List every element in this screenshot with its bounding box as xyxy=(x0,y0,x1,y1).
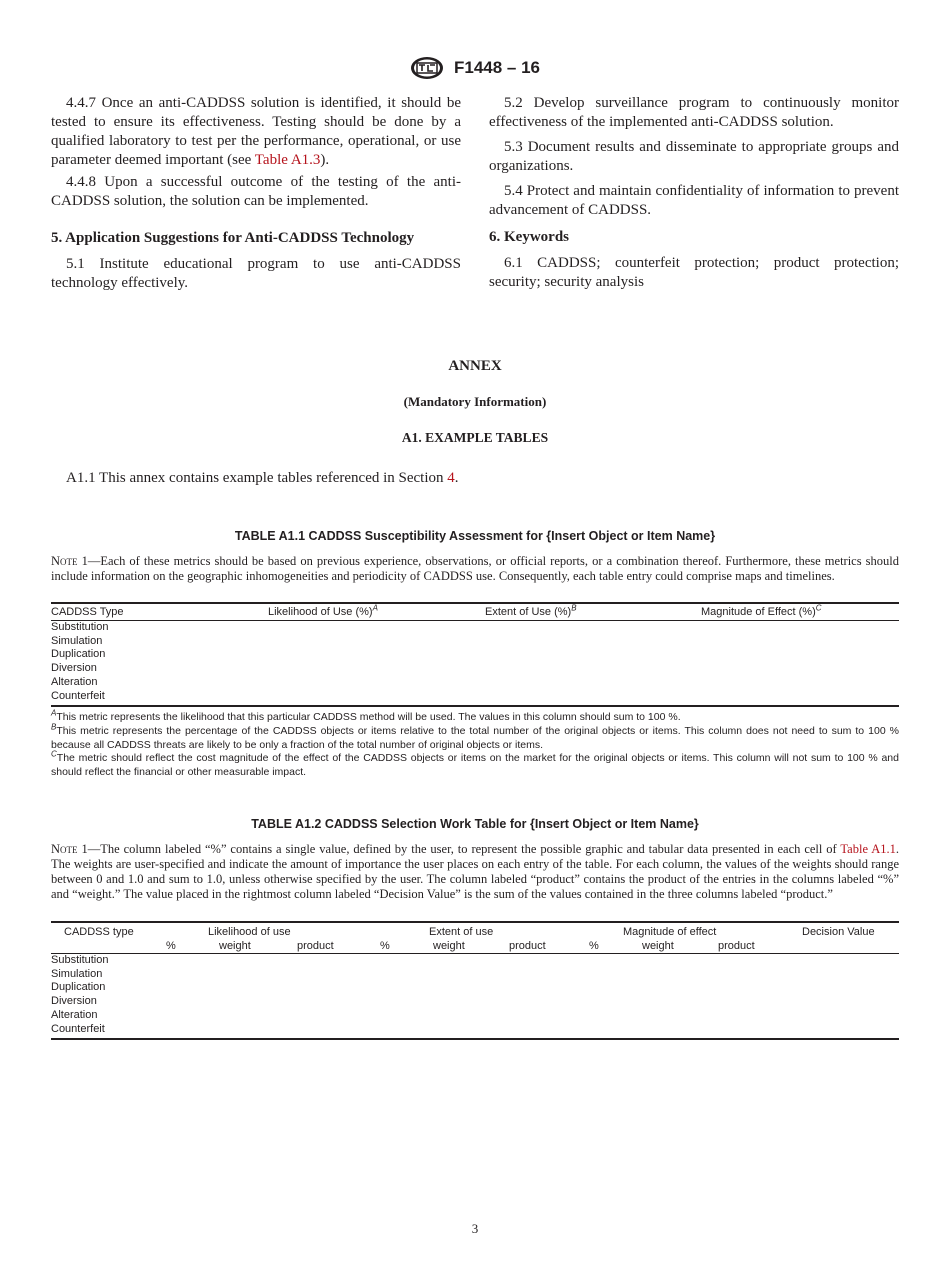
paragraph-a1-1: A1.1 This annex contains example tables referenced in Section 4. xyxy=(66,470,459,486)
table-a1-3-link[interactable]: Table A1.3 xyxy=(254,152,321,168)
table-a1-2-subheader-weight: weight xyxy=(433,940,465,952)
table-a1-1-row: Diversion xyxy=(51,662,97,674)
paragraph-6-1: 6.1 CADDSS; counterfeit protection; product protection; security; security analysis xyxy=(489,255,899,290)
table-a1-2-subheader-product: product xyxy=(297,940,334,952)
table-a1-1-header-magnitude: Magnitude of Effect (%)$^C$ xyxy=(701,603,822,618)
table-a1-2-header-caddss-type: CADDSS type xyxy=(64,926,134,938)
page-header xyxy=(0,56,950,82)
table-a1-2-row: Substitution xyxy=(51,954,109,966)
annex-section-heading: A1. EXAMPLE TABLES xyxy=(401,430,549,445)
table-a1-2-row: Counterfeit xyxy=(51,1023,105,1035)
table-a1-1-header-extent: Extent of Use (%)$^B$ xyxy=(485,603,577,618)
table-a1-2-header-magnitude: Magnitude of effect xyxy=(623,926,717,938)
annex-subtitle: (Mandatory Information) xyxy=(403,394,547,409)
table-a1-2-subheader-weight: weight xyxy=(642,940,674,952)
paragraph-5-1: 5.1 Institute educational program to use anti-CADDSS technology effectively. xyxy=(51,256,461,291)
paragraph-4-4-7: 4.4.7 Once an anti-CADDSS solution is identified, it should be tested to ensure its effectiveness. Testing should be done by a qualified laboratory to test per the performance, operational, or use parameter deemed important (see Table A1.3). xyxy=(51,95,461,168)
page-number: 3 xyxy=(471,1221,479,1236)
section-6-heading: 6. Keywords xyxy=(489,229,569,245)
left-column xyxy=(51,94,461,293)
table-a1-2-header-rule xyxy=(51,953,899,954)
table-a1-2-header-likelihood: Likelihood of use xyxy=(208,926,291,938)
document-designation: F1448 – 16 xyxy=(454,58,541,77)
table-a1-2-subheader-percent: % xyxy=(166,940,176,952)
table-a1-2-row: Diversion xyxy=(51,995,97,1007)
table-a1-2-subheader-percent: % xyxy=(589,940,599,952)
table-a1-2-header-extent: Extent of use xyxy=(429,926,494,938)
table-a1-1-link[interactable]: Table A1.1 xyxy=(840,842,896,856)
table-a1-2-subheader-product: product xyxy=(718,940,755,952)
paragraph-4-4-8: 4.4.8 Upon a successful outcome of the testing of the anti-CADDSS solution, the solution can be implemented. xyxy=(51,174,461,209)
table-a1-2-subheader-product: product xyxy=(509,940,546,952)
table-a1-1-top-rule xyxy=(51,602,899,604)
table-a1-1-footnote-a: $^A$This metric represents the likelihood that this particular CADDSS method will be used. The values in this column should sum to 100 %. xyxy=(51,708,681,723)
table-a1-2-bottom-rule xyxy=(51,1038,899,1040)
table-a1-1-row: Counterfeit xyxy=(51,690,105,702)
astm-logo xyxy=(410,56,444,80)
table-a1-1-header-likelihood: Likelihood of Use (%)$^A$ xyxy=(268,603,378,618)
table-a1-2-title: TABLE A1.2 CADDSS Selection Work Table for {Insert Object or Item Name} xyxy=(251,817,699,831)
paragraph-5-4: 5.4 Protect and maintain confidentiality of information to prevent advancement of CADDSS. xyxy=(489,183,899,218)
table-a1-1-row: Simulation xyxy=(51,635,103,647)
annex-title: ANNEX xyxy=(448,358,502,374)
table-a1-2-subheader-percent: % xyxy=(380,940,390,952)
table-a1-2-row: Alteration xyxy=(51,1009,98,1021)
table-a1-1-header-rule xyxy=(51,620,899,621)
table-a1-1-title: TABLE A1.1 CADDSS Susceptibility Assessment for {Insert Object or Item Name} xyxy=(234,529,716,543)
section-4-link[interactable]: 4 xyxy=(447,470,455,486)
paragraph-5-3: 5.3 Document results and disseminate to appropriate groups and organizations. xyxy=(489,139,899,174)
table-a1-1-note: Note 1—Each of these metrics should be based on previous experience, observations, or official reports, or a combination thereof. Furthermore, these metrics should include information on the geographic inhomogeneities and periodicity of CADDSS use. Consequently, each table entry could comprise maps and timelines. xyxy=(51,554,899,583)
table-a1-1-footnote-c: $^C$The metric should reflect the cost magnitude of the effect of the CADDSS objects or items on the market for the original objects or items. This column will not sum to 100 % and should reflect the financial or other measurable impact. xyxy=(51,749,899,778)
table-a1-1-row: Substitution xyxy=(51,621,109,633)
table-a1-1-footnote-b: $^B$This metric represents the percentage of the CADDSS objects or items relative to the total number of the original objects or items. This column does not need to sum to 100 % because all CADDSS threats are likely to be only a fraction of the total number of original objects or items. xyxy=(51,722,899,751)
table-a1-2-note: Note 1—The column labeled “%” contains a single value, defined by the user, to represent the possible graphic and tabular data presented in each cell of Table A1.1. The weights are user-specified and indicate the amount of importance the user places on each entry of the table. For each column, the values of the weights should range between 0 and 1.0 and sum to 1.0, unless otherwise specified by the user. The column labeled “product” contains the product of the entries in the columns labeled “%” and “weight.” The value placed in the rightmost column labeled “Decision Value” is the sum of the values contained in the three columns labeled “product.” xyxy=(51,842,900,901)
table-a1-1-row: Alteration xyxy=(51,676,98,688)
paragraph-5-2: 5.2 Develop surveillance program to continuously monitor effectiveness of the implemented anti-CADDSS solution. xyxy=(489,95,899,130)
table-a1-2-header-decision-value: Decision Value xyxy=(802,926,875,938)
table-a1-2-top-rule xyxy=(51,921,899,923)
table-a1-2-row: Duplication xyxy=(51,981,106,993)
right-column xyxy=(489,94,899,292)
table-a1-2-row: Simulation xyxy=(51,968,103,980)
table-a1-1-row: Duplication xyxy=(51,648,106,660)
table-a1-1-header-caddss-type: CADDSS Type xyxy=(51,606,124,618)
table-a1-1-bottom-rule xyxy=(51,705,899,707)
table-a1-2-subheader-weight: weight xyxy=(219,940,251,952)
section-5-heading: 5. Application Suggestions for Anti-CADDSS Technology xyxy=(51,230,415,246)
